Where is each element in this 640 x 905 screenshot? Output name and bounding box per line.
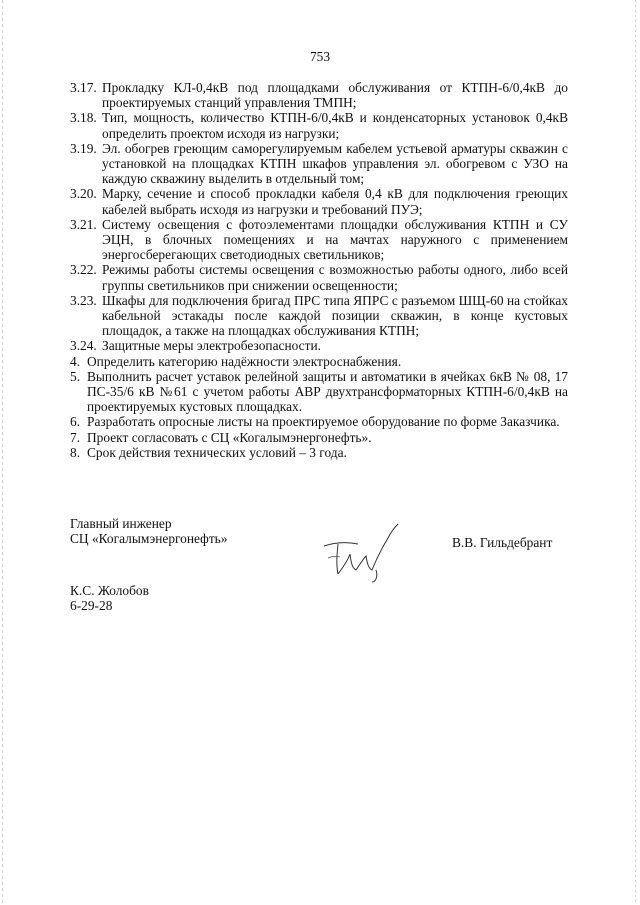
list-item-number: 6. xyxy=(70,414,81,430)
list-item-text: Эл. обогрев греющим саморегулируемым кабелем устьевой арматуры скважин с установкой на площадках КТПН шкафов управления эл. обогревом с УЗО на каждую скважину выделить в отдельный том; xyxy=(102,140,568,187)
list-item-text: Определить категорию надёжности электроснабжения. xyxy=(87,353,402,369)
list-item-number: 3.24. xyxy=(70,338,97,354)
list-item-text: Разработать опросные листы на проектируемое оборудование по форме Заказчика. xyxy=(87,414,560,430)
requirements-list xyxy=(70,80,568,460)
list-item-number: 3.21. xyxy=(70,216,97,232)
list-item-number: 8. xyxy=(70,444,81,460)
list-item xyxy=(70,430,568,445)
list-item-text: Режимы работы системы освещения с возможностью работы одного, либо всей группы светильников при снижении освещенности; xyxy=(102,262,568,293)
list-item-text: Марку, сечение и способ прокладки кабеля 0,4 кВ для подключения греющих кабелей выбрать исходя из нагрузки и требований ПУЭ; xyxy=(102,186,568,217)
list-item xyxy=(70,186,568,216)
author-name: К.С. Жолобов xyxy=(70,583,149,598)
signer-name: В.В. Гильдебрант xyxy=(452,535,553,550)
author-phone: 6-29-28 xyxy=(70,598,113,614)
list-item xyxy=(70,80,568,110)
list-item-text: Защитные меры электробезопасности. xyxy=(102,338,321,354)
list-item-number: 3.18. xyxy=(70,110,97,126)
list-item xyxy=(70,217,568,263)
list-item xyxy=(70,141,568,187)
list-item-number: 3.20. xyxy=(70,186,97,202)
signature-block xyxy=(70,516,310,546)
list-item-number: 5. xyxy=(70,368,81,384)
list-item-number: 3.23. xyxy=(70,292,97,308)
list-item xyxy=(70,414,568,429)
list-item-text: Выполнить расчет уставок релейной защиты и автоматики в ячейках 6кВ № 08, 17 ПС-35/6 кВ №61 с учетом работы АВР двухтрансформаторных КТПН-6/0,4кВ на проектируемых кустовых площадках. xyxy=(87,368,568,415)
list-item xyxy=(70,110,568,140)
handwritten-signature xyxy=(318,520,408,584)
scan-edge-left xyxy=(2,0,3,905)
author-block xyxy=(70,583,149,613)
list-item-text: Прокладку КЛ-0,4кВ под площадками обслуживания от КТПН-6/0,4кВ до проектируемых станций управления ТМПН; xyxy=(102,80,568,111)
list-item-text: Срок действия технических условий – 3 года. xyxy=(87,444,347,460)
signer-position-title: Главный инженер xyxy=(70,516,172,531)
signer-organization: СЦ «Когалымэнергонефть» xyxy=(70,531,228,547)
list-item xyxy=(70,293,568,339)
list-item-number: 3.17. xyxy=(70,80,97,95)
page-number: 753 xyxy=(309,49,331,64)
list-item xyxy=(70,369,568,415)
list-item-text: Шкафы для подключения бригад ПРС типа ЯПРС с разъемом ШЩ-60 на стойках кабельной эстакады после каждой позиции скважин, в конце кустовых площадок, а также на площадках обслуживания КТПН; xyxy=(102,292,568,339)
list-item-number: 3.19. xyxy=(70,140,97,156)
list-item-text: Тип, мощность, количество КТПН-6/0,4кВ и конденсаторных установок 0,4кВ определить проектом исходя из нагрузки; xyxy=(102,110,568,141)
list-item-number: 4. xyxy=(70,353,81,369)
list-item xyxy=(70,338,568,353)
list-item xyxy=(70,262,568,292)
list-item xyxy=(70,445,568,460)
list-item-text: Проект согласовать с СЦ «Когалымэнергонефть». xyxy=(87,429,372,445)
list-item-text: Систему освещения с фотоэлементами площадки обслуживания КТПН и СУ ЭЦН, в блочных помещениях и на мачтах наружного с применением энергосберегающих светодиодных светильников; xyxy=(102,216,568,263)
scan-edge-right xyxy=(635,0,636,905)
list-item-number: 7. xyxy=(70,429,81,445)
list-item xyxy=(70,354,568,369)
list-item-number: 3.22. xyxy=(70,262,97,278)
